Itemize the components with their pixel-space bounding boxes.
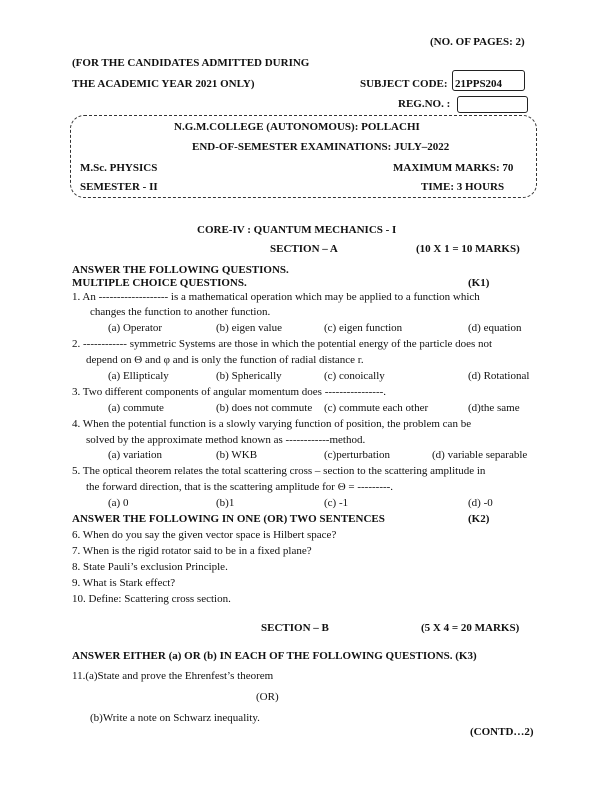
- question-6: 6. When do you say the given vector space is Hilbert space?: [72, 529, 337, 541]
- section-b-marks: (5 X 4 = 20 MARKS): [421, 622, 520, 634]
- reg-no-box: [457, 96, 528, 113]
- reg-no-label: REG.NO. :: [398, 98, 451, 110]
- paper-title: CORE-IV : QUANTUM MECHANICS - I: [197, 224, 397, 236]
- q1-option-a: (a) Operator: [108, 322, 163, 334]
- q2-option-b: (b) Spherically: [216, 370, 282, 382]
- q1-option-c: (c) eigen function: [324, 322, 403, 334]
- q3-option-d: (d)the same: [468, 402, 520, 414]
- instruction-short-answer: ANSWER THE FOLLOWING IN ONE (OR) TWO SENTENCES: [72, 513, 385, 525]
- q3-option-b: (b) does not commute: [216, 402, 313, 414]
- question-5: 5. The optical theorem relates the total scattering cross – section to the scattering amplitude in: [72, 465, 486, 477]
- q5-option-a: (a) 0: [108, 497, 129, 509]
- q1-option-d: (d) equation: [468, 322, 522, 334]
- q1-option-b: (b) eigen value: [216, 322, 282, 334]
- subject-code-label: SUBJECT CODE:: [360, 78, 448, 90]
- question-5-cont: the forward direction, that is the scattering amplitude for Θ = ---------.: [86, 481, 394, 493]
- question-2: 2. ------------ symmetric Systems are those in which the potential energy of the particle does not: [72, 338, 493, 350]
- question-11b: (b)Write a note on Schwarz inequality.: [90, 712, 260, 724]
- question-1: 1. An ------------------- is a mathematical operation which may be applied to a function which: [72, 291, 480, 303]
- question-8: 8. State Pauli’s exclusion Principle.: [72, 561, 228, 573]
- instruction-mcq: MULTIPLE CHOICE QUESTIONS.: [72, 277, 247, 289]
- continued-label: (CONTD…2): [470, 726, 534, 738]
- question-11a: 11.(a)State and prove the Ehrenfest’s theorem: [72, 670, 274, 682]
- q2-option-c: (c) conoically: [324, 370, 385, 382]
- q4-option-c: (c)perturbation: [324, 449, 390, 461]
- exam-name: END-OF-SEMESTER EXAMINATIONS: JULY–2022: [192, 141, 450, 153]
- question-10: 10. Define: Scattering cross section.: [72, 593, 231, 605]
- k2-label: (K2): [468, 513, 490, 525]
- question-2-cont: depend on Θ and φ and is only the function of radial distance r.: [86, 354, 364, 366]
- q5-option-d: (d) -0: [468, 497, 493, 509]
- maximum-marks: MAXIMUM MARKS: 70: [393, 162, 514, 174]
- question-9: 9. What is Stark effect?: [72, 577, 176, 589]
- course-name: M.Sc. PHYSICS: [80, 162, 158, 174]
- q2-option-a: (a) Ellipticaly: [108, 370, 169, 382]
- section-a-title: SECTION – A: [270, 243, 338, 255]
- q4-option-b: (b) WKB: [216, 449, 258, 461]
- semester: SEMESTER - II: [80, 181, 158, 193]
- section-b-title: SECTION – B: [261, 622, 329, 634]
- q4-option-a: (a) variation: [108, 449, 163, 461]
- or-label: (OR): [256, 691, 279, 703]
- question-3: 3. Two different components of angular momentum does ----------------.: [72, 386, 387, 398]
- q2-option-d: (d) Rotational: [468, 370, 530, 382]
- q5-option-b: (b)1: [216, 497, 235, 509]
- q3-option-a: (a) commute: [108, 402, 164, 414]
- q3-option-c: (c) commute each other: [324, 402, 429, 414]
- candidates-line-1: (FOR THE CANDIDATES ADMITTED DURING: [72, 57, 310, 69]
- q4-option-d: (d) variable separable: [432, 449, 528, 461]
- question-7: 7. When is the rigid rotator said to be in a fixed plane?: [72, 545, 312, 557]
- time-allowed: TIME: 3 HOURS: [421, 181, 505, 193]
- page-count: (NO. OF PAGES: 2): [430, 36, 525, 48]
- k1-label: (K1): [468, 277, 490, 289]
- instruction-either-or: ANSWER EITHER (a) OR (b) IN EACH OF THE FOLLOWING QUESTIONS. (K3): [72, 650, 477, 662]
- section-a-marks: (10 X 1 = 10 MARKS): [416, 243, 520, 255]
- q5-option-c: (c) -1: [324, 497, 349, 509]
- college-name: N.G.M.COLLEGE (AUTONOMOUS): POLLACHI: [174, 121, 420, 133]
- question-4: 4. When the potential function is a slowly varying function of position, the problem can be: [72, 418, 472, 430]
- subject-code: 21PPS204: [455, 78, 503, 90]
- instruction-answer: ANSWER THE FOLLOWING QUESTIONS.: [72, 264, 289, 276]
- candidates-line-2: THE ACADEMIC YEAR 2021 ONLY): [72, 78, 255, 90]
- question-4-cont: solved by the approximate method known as ------------method.: [86, 434, 366, 446]
- question-1-cont: changes the function to another function.: [90, 306, 271, 318]
